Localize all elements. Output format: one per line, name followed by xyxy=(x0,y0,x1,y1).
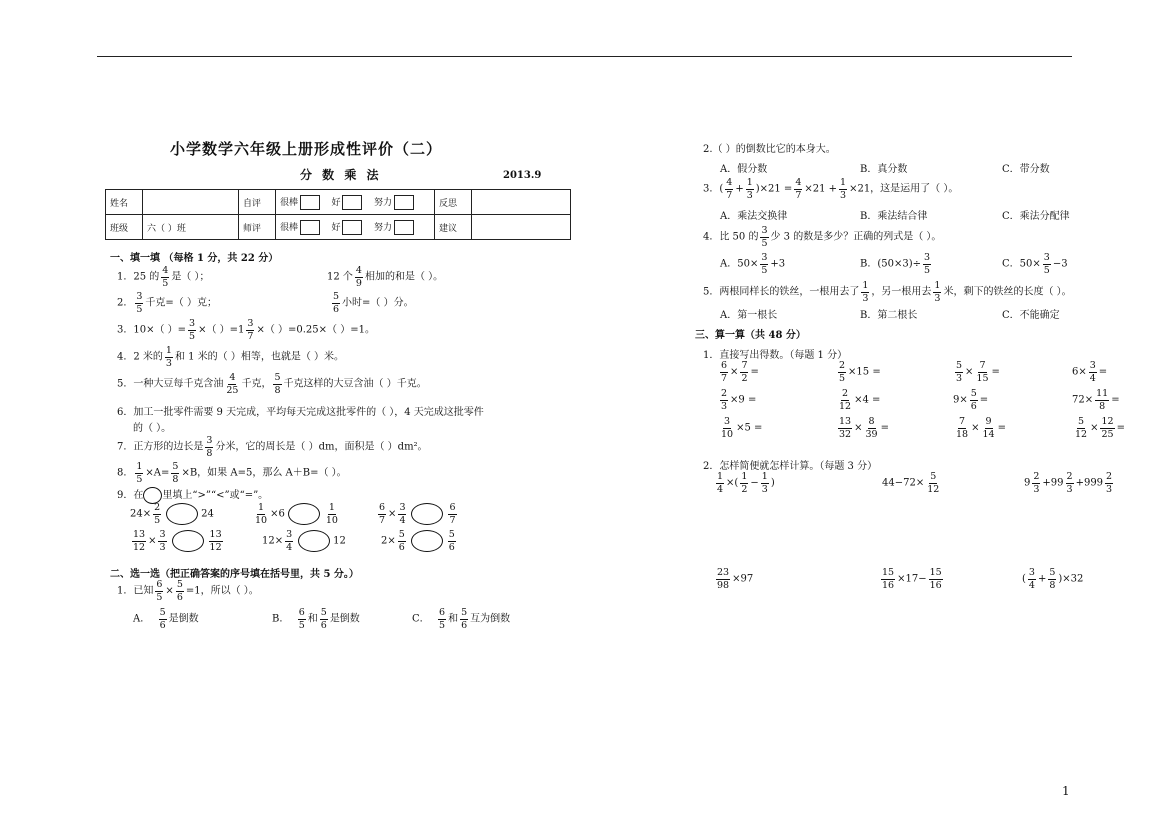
q1-8: 8． $\frac{1}{5}$ ×A= $\frac{5}{8}$ ×B，如果 A=5，那么 A＋B=（ ）。 xyxy=(117,461,347,485)
great-checkbox[interactable] xyxy=(300,220,320,235)
q1-6-line1: 6．加工一批零件需要 9 天完成，平均每天完成这批零件的（ ），4 天完成这批零件 xyxy=(117,407,484,418)
answer-circle[interactable] xyxy=(411,530,443,552)
q1-4: 4．2 米的 $\frac{1}{3}$ 和 1 米的（ ）相等，也就是（ ）米。 xyxy=(117,345,345,369)
teacher-eval-options: 很棒 好 努力 xyxy=(276,215,435,240)
calc-2-2: 44−72× $\frac{5}{12}$ xyxy=(882,471,940,495)
q2-2-option-a[interactable]: A．假分数 xyxy=(720,164,768,175)
section1-title: 一、填一填 （每格 1 分，共 22 分） xyxy=(110,253,279,264)
calc-2-6: ( $\frac{3}{4}$ + $\frac{5}{8}$ )×32 xyxy=(1022,567,1084,591)
self-eval-label: 自评 xyxy=(239,190,276,215)
exam-date: 2013.9 xyxy=(503,170,542,181)
good-checkbox[interactable] xyxy=(342,220,362,235)
calc-1-11: $\frac{7}{18}$ × $\frac{9}{14}$ = xyxy=(956,416,1006,440)
answer-circle[interactable] xyxy=(172,530,204,552)
great-checkbox[interactable] xyxy=(300,195,320,210)
calc-1-9: $\frac{3}{10}$ ×5 = xyxy=(721,416,763,440)
compare-6: 2× $\frac{5}{6}$ $\frac{5}{6}$ xyxy=(381,529,455,553)
calc-1-2: $\frac{2}{5}$ ×15 = xyxy=(839,360,881,384)
calc-2-3: 9 $\frac{2}{3}$ +99 $\frac{2}{3}$ +999 $\frac{2}{3}$ xyxy=(1024,471,1113,495)
name-field[interactable] xyxy=(143,190,239,215)
q2-3-option-b[interactable]: B．乘法结合律 xyxy=(860,211,928,222)
q2-1: 1．已知 $\frac{6}{5}$ × $\frac{5}{6}$ =1，所以（ ）。 xyxy=(117,579,259,603)
q2-3-option-a[interactable]: A．乘法交换律 xyxy=(720,211,788,222)
page-number: 1 xyxy=(1062,784,1070,798)
answer-circle[interactable] xyxy=(288,503,320,525)
compare-3: $\frac{6}{7}$ × $\frac{3}{4}$ $\frac{6}{7}$ xyxy=(379,502,456,526)
calc-1-8: 72× $\frac{11}{8}$ = xyxy=(1072,388,1120,412)
q2-1-option-a[interactable]: A． $\frac{5}{6}$ 是倒数 xyxy=(133,607,199,631)
q1-2b: $\frac{5}{6}$ 小时=（ ）分。 xyxy=(333,291,414,315)
good-checkbox[interactable] xyxy=(342,195,362,210)
calc-1-12: $\frac{5}{12}$ × $\frac{12}{25}$ = xyxy=(1075,416,1125,440)
q1-9: 9．在 里填上“>”“<”或“=”。 xyxy=(117,486,268,504)
q1-1: 1．25 的 $\frac{4}{5}$ 是（ ）； xyxy=(117,265,210,289)
calc-1-7: 9× $\frac{5}{6}$ = xyxy=(953,388,989,412)
name-label: 姓名 xyxy=(106,190,143,215)
q2-3: 3．( $\frac{4}{7}$ + $\frac{1}{3}$ )×21 = $\frac{4}{7}$ ×21 + $\frac{1}{3}$ ×21，这是运用了（ ）。 xyxy=(703,177,959,201)
q2-2-option-c[interactable]: C．带分数 xyxy=(1002,164,1050,175)
page-subtitle: 分 数 乘 法 xyxy=(300,168,382,182)
q2-2: 2.（ ）的倒数比它的本身大。 xyxy=(703,144,836,155)
evaluation-table xyxy=(105,189,571,240)
calc-sub2: 2．怎样简便就怎样计算。（每题 3 分） xyxy=(703,461,878,472)
q2-1-option-c[interactable]: C． $\frac{6}{5}$ 和 $\frac{5}{6}$ 互为倒数 xyxy=(412,607,511,631)
q2-4-option-a[interactable]: A．50× $\frac{3}{5}$ +3 xyxy=(720,252,786,276)
compare-5: 12× $\frac{3}{4}$ 12 xyxy=(262,529,346,553)
class-label: 班级 xyxy=(106,215,143,240)
q2-5-option-a[interactable]: A．第一根长 xyxy=(720,310,778,321)
compare-2: $\frac{1}{10}$ ×6 $\frac{1}{10}$ xyxy=(255,502,338,526)
q2-5-option-b[interactable]: B．第二根长 xyxy=(860,310,918,321)
reflect-field[interactable] xyxy=(472,190,571,215)
q1-3: 3．10×（ ）= $\frac{3}{5}$ ×（ ）=1 $\frac{3}{7}$ ×（ ）=0.25×（ ）=1。 xyxy=(117,318,375,342)
q2-2-option-b[interactable]: B．真分数 xyxy=(860,164,908,175)
q2-4-option-b[interactable]: B．(50×3)÷ $\frac{3}{5}$ xyxy=(860,252,931,276)
answer-circle[interactable] xyxy=(411,503,443,525)
calc-1-10: $\frac{13}{32}$ × $\frac{8}{39}$ = xyxy=(839,416,889,440)
effort-checkbox[interactable] xyxy=(394,195,414,210)
q2-5: 5．两根同样长的铁丝，一根用去了 $\frac{1}{3}$ ，另一根用去 $\frac{1}{3}$ 米，剩下的铁丝的长度（ ）。 xyxy=(703,280,1072,304)
q1-7: 7．正方形的边长是 $\frac{3}{8}$ 分米，它的周长是（ ）dm，面积是（ ）dm²。 xyxy=(117,435,428,459)
q1-5: 5．一种大豆每千克含油 $\frac{4}{25}$ 千克， $\frac{5}{8}$ 千克这样的大豆含油（ ）千克。 xyxy=(117,372,427,396)
calc-1-1: $\frac{6}{7}$ × $\frac{7}{2}$ = xyxy=(721,360,759,384)
compare-1: 24× $\frac{2}{5}$ 24 xyxy=(130,502,214,526)
q2-3-option-c[interactable]: C．乘法分配律 xyxy=(1002,211,1070,222)
calc-2-1: $\frac{1}{4}$ ×( $\frac{1}{2}$ − $\frac{1}{3}$ ) xyxy=(717,471,775,495)
class-field[interactable]: 六（ ）班 xyxy=(143,215,239,240)
section3-title: 三、算一算（共 48 分） xyxy=(695,330,806,341)
teacher-eval-label: 师评 xyxy=(239,215,276,240)
answer-circle[interactable] xyxy=(298,530,330,552)
calc-2-4: $\frac{23}{98}$ ×97 xyxy=(717,567,754,591)
q2-4-option-c[interactable]: C．50× $\frac{3}{5}$ −3 xyxy=(1002,252,1068,276)
reflect-label: 反思 xyxy=(435,190,472,215)
q1-1b: 12 个 $\frac{4}{9}$ 相加的和是（ ）。 xyxy=(327,265,444,289)
calc-1-6: $\frac{2}{12}$ ×4 = xyxy=(839,388,881,412)
header-rule xyxy=(97,56,1072,57)
q2-5-option-c[interactable]: C．不能确定 xyxy=(1002,310,1060,321)
calc-1-3: $\frac{5}{3}$ × $\frac{7}{15}$ = xyxy=(956,360,1000,384)
compare-4: $\frac{13}{12}$ × $\frac{3}{3}$ $\frac{13}{12}$ xyxy=(133,529,222,553)
calc-1-4: 6× $\frac{3}{4}$ = xyxy=(1072,360,1108,384)
q1-6-line2: 的（ ）。 xyxy=(133,423,172,434)
section2-title: 二、选一选（把正确答案的序号填在括号里，共 5 分。） xyxy=(110,569,359,580)
q2-1-option-b[interactable]: B． $\frac{6}{5}$ 和 $\frac{5}{6}$ 是倒数 xyxy=(272,607,360,631)
q1-2: 2． $\frac{3}{5}$ 千克=（ ）克； xyxy=(117,291,217,315)
page-title: 小学数学六年级上册形成性评价（二） xyxy=(170,140,443,158)
self-eval-options: 很棒 好 努力 xyxy=(276,190,435,215)
calc-sub1: 1．直接写出得数。（每题 1 分） xyxy=(703,350,848,361)
calc-2-5: $\frac{15}{16}$ ×17− $\frac{15}{16}$ xyxy=(882,567,942,591)
effort-checkbox[interactable] xyxy=(394,220,414,235)
q2-4: 4．比 50 的 $\frac{3}{5}$ 少 3 的数是多少？正确的列式是（ ）。 xyxy=(703,225,942,249)
advice-field[interactable] xyxy=(472,215,571,240)
advice-label: 建议 xyxy=(435,215,472,240)
calc-1-5: $\frac{2}{3}$ ×9 = xyxy=(721,388,757,412)
answer-circle[interactable] xyxy=(166,503,198,525)
